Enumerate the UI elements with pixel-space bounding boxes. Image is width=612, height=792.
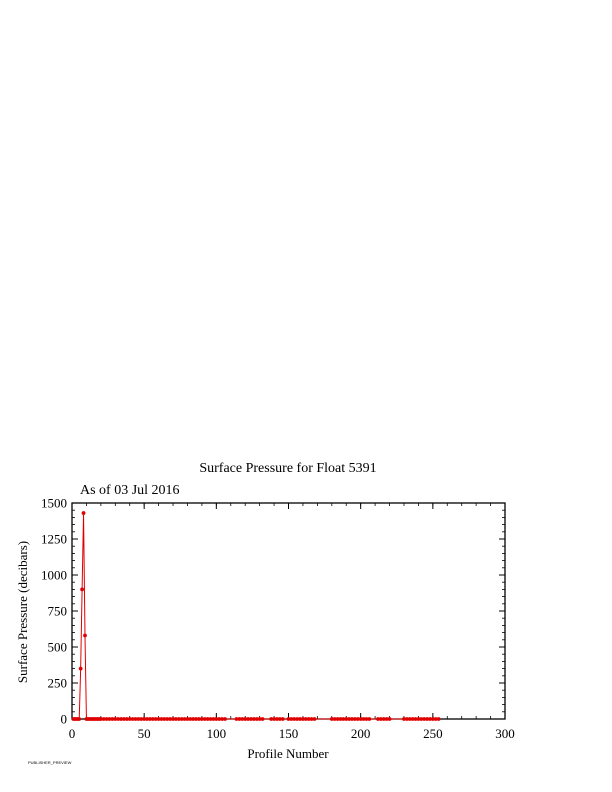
data-point <box>77 717 81 721</box>
plot-frame <box>72 503 505 719</box>
plot-border <box>72 503 505 719</box>
data-point <box>82 511 86 515</box>
series-line <box>73 513 438 719</box>
y-tick-label: 500 <box>47 639 67 655</box>
x-tick-label: 300 <box>495 726 515 741</box>
data-point <box>313 717 317 721</box>
y-tick-label: 1000 <box>41 567 67 583</box>
y-tick-label: 1500 <box>41 495 67 511</box>
y-axis-ticks <box>41 496 505 727</box>
x-tick-label: 50 <box>137 726 151 741</box>
x-axis-label: Profile Number <box>247 746 329 761</box>
y-tick-label: 750 <box>47 603 67 619</box>
chart-subtitle: As of 03 Jul 2016 <box>80 483 180 498</box>
data-point <box>80 588 84 592</box>
y-tick-label: 1250 <box>41 531 67 547</box>
data-series <box>72 511 441 721</box>
data-point <box>388 717 392 721</box>
x-tick-label: 150 <box>278 726 299 741</box>
x-tick-label: 200 <box>350 726 371 741</box>
data-point <box>281 717 285 721</box>
data-point <box>437 717 441 721</box>
x-tick-label: 100 <box>206 726 227 741</box>
x-tick-label: 0 <box>68 726 76 741</box>
y-tick-label: 0 <box>60 711 67 727</box>
footer-text: PUBLISHER_PREVIEW <box>28 760 72 765</box>
y-axis-label: Surface Pressure (decibars) <box>15 540 30 684</box>
data-point <box>223 717 227 721</box>
data-point <box>261 717 265 721</box>
data-point <box>79 667 83 671</box>
chart-title: Surface Pressure for Float 5391 <box>199 461 377 476</box>
data-point <box>367 717 371 721</box>
x-tick-label: 250 <box>423 726 443 741</box>
y-tick-label: 250 <box>47 675 67 691</box>
data-point <box>83 634 87 638</box>
x-axis-ticks <box>69 503 515 741</box>
